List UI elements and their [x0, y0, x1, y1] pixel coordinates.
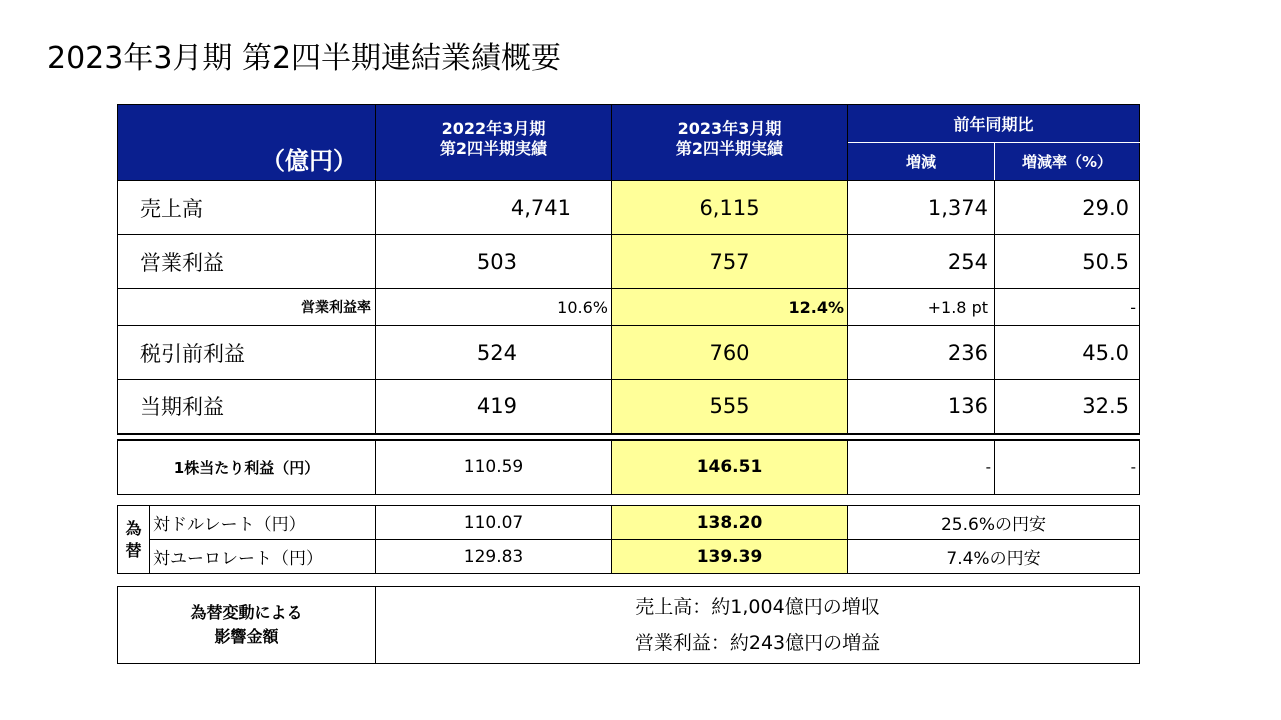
fx-usd-prev: 110.07: [376, 506, 612, 540]
prev-value: 524: [376, 326, 612, 380]
table-row: [118, 506, 1140, 540]
curr-value: 12.4%: [612, 289, 848, 326]
eps-change-value: -: [848, 440, 995, 494]
impact-label-line1: 為替変動による: [190, 603, 303, 622]
rate-value: 32.5: [995, 380, 1140, 434]
curr-year-header-line1: 2023年3月期: [677, 119, 782, 138]
fx-side-label-2: 替: [125, 540, 142, 560]
impact-label-line2: 影響金額: [214, 627, 279, 646]
eps-rate-value: -: [995, 440, 1140, 494]
curr-value: 760: [612, 326, 848, 380]
rate-value: 29.0: [995, 181, 1140, 235]
eps-table: [117, 439, 1140, 495]
eps-label: 1株当たり利益（円）: [118, 440, 376, 494]
fx-eur-label: 対ユーロレート（円）: [150, 540, 376, 574]
row-label: 売上高: [118, 181, 376, 235]
table-row: [118, 289, 1140, 326]
eps-prev-value: 110.59: [376, 440, 612, 494]
unit-label: （億円）: [261, 147, 357, 175]
change-value: 254: [848, 235, 995, 289]
results-table: [117, 104, 1140, 435]
fx-table: [117, 505, 1140, 574]
change-value: 236: [848, 326, 995, 380]
rate-value: 50.5: [995, 235, 1140, 289]
fx-usd-label: 対ドルレート（円）: [150, 506, 376, 540]
prev-year-header-line1: 2022年3月期: [441, 119, 546, 138]
change-value: 1,374: [848, 181, 995, 235]
fx-eur-curr: 139.39: [612, 540, 848, 574]
prev-value: 503: [376, 235, 612, 289]
fx-eur-prev: 129.83: [376, 540, 612, 574]
curr-value: 6,115: [612, 181, 848, 235]
yoy-header: 前年同期比: [953, 115, 1034, 134]
prev-value: 4,741: [376, 181, 612, 235]
fx-impact-table: [117, 586, 1140, 664]
fx-usd-curr: 138.20: [612, 506, 848, 540]
curr-year-header-line2: 第2四半期実績: [675, 139, 784, 158]
impact-operating-profit-text: 営業利益：約243億円の増益: [634, 632, 881, 654]
table-row: [118, 540, 1140, 574]
prev-year-header-line2: 第2四半期実績: [439, 139, 548, 158]
curr-value: 555: [612, 380, 848, 434]
fx-usd-note: 25.6%の円安: [848, 506, 1140, 540]
row-label: 営業利益: [118, 235, 376, 289]
prev-value: 419: [376, 380, 612, 434]
change-rate-header: 増減率（%）: [1021, 153, 1113, 171]
change-value: 136: [848, 380, 995, 434]
table-row: [118, 380, 1140, 434]
page-title: 2023年3月期 第2四半期連結業績概要: [47, 41, 562, 76]
table-row: [118, 235, 1140, 289]
fx-eur-note: 7.4%の円安: [848, 540, 1140, 574]
table-row: [118, 326, 1140, 380]
table-row: [118, 181, 1140, 235]
curr-value: 757: [612, 235, 848, 289]
row-label: 税引前利益: [118, 326, 376, 380]
rate-value: 45.0: [995, 326, 1140, 380]
row-label: 営業利益率: [118, 289, 376, 326]
prev-value: 10.6%: [376, 289, 612, 326]
eps-curr-value: 146.51: [612, 440, 848, 494]
table-row: [118, 440, 1140, 494]
row-label: 当期利益: [118, 380, 376, 434]
rate-value: -: [995, 289, 1140, 326]
change-header: 増減: [905, 153, 936, 171]
impact-sales-text: 売上高：約1,004億円の増収: [635, 596, 880, 618]
change-value: +1.8 pt: [848, 289, 995, 326]
fx-side-label-1: 為: [125, 518, 142, 538]
